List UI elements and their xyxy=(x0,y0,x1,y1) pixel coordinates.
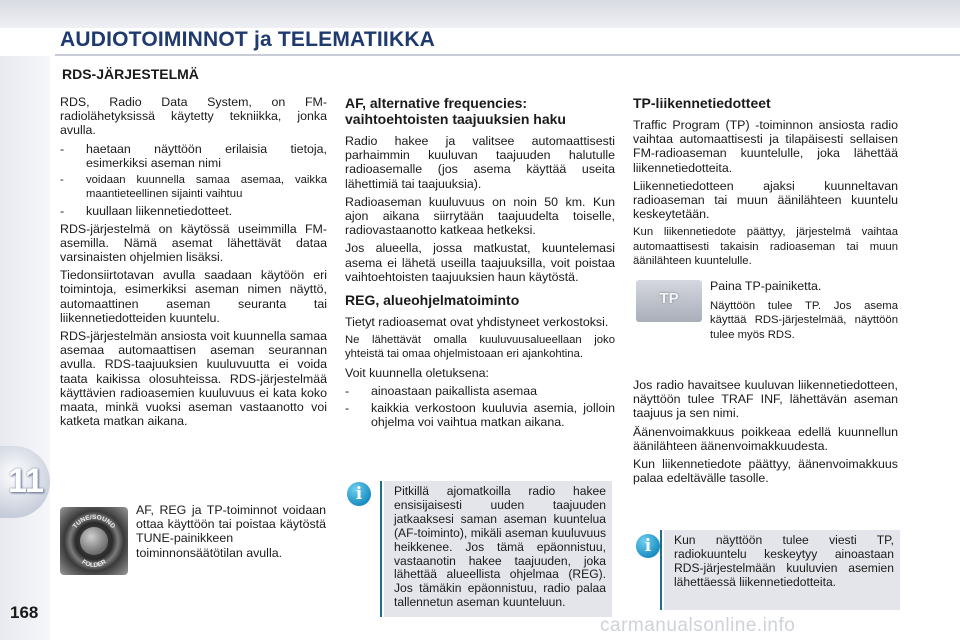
paragraph: RDS-järjestelmä on käytössä useimmilla FM-asemilla. Nämä asemat lähettävät dataa varsinaisten ohjelmien lisäksi. xyxy=(60,221,327,265)
knob-label-top: TUNE/SOUND xyxy=(71,513,117,531)
page-number: 168 xyxy=(10,603,39,622)
page-header-title: AUDIOTOIMINNOT ja TELEMATIIKKA xyxy=(60,28,436,51)
knob-center xyxy=(80,527,108,555)
info-text: Kun näyttöön tulee viesti TP, radiokuuntelu keskeytyy ainoastaan RDS-järjestelmään kuuluvien asemien lähettäessä liikennetiedotteita. xyxy=(674,533,894,589)
paragraph: Jos radio havaitsee kuuluvan liikennetiedotteen, näyttöön tulee TRAF INF, lähettävän aseman taajuus ja sen nimi. xyxy=(633,378,898,421)
paragraph: Kun liikennetiedote päättyy, järjestelmä vaihtaa automaattisesti takaisin radioaseman tai muun äänilähteen kuuntelulle. xyxy=(633,226,898,267)
info-icon: i xyxy=(347,482,371,506)
tp-instructions xyxy=(710,279,898,342)
column-rds xyxy=(60,95,327,432)
info-box-af-reg xyxy=(380,481,612,617)
info-text: Pitkillä ajomatkoilla radio hakee ensisijaisesti uuden taajuuden jatkaaksesi saman aseman kuuntelua (AF-toiminto), mikäli aseman kuuluvuus heikkenee. Jos tämä epäonnistuu, vastaanotin hakee taajuuden, joka lähettää alueellista ohjelmaa (REG). Jos tämäkin epäonnistuu, radio palaa tallennetun aseman kuunteluun. xyxy=(394,484,606,610)
svg-text:FOLDER xyxy=(80,558,107,569)
paragraph: RDS, Radio Data System, on FM-radiolähetyksissä käytetty tekniikka, jonka avulla. xyxy=(60,95,327,138)
knob-label-bottom: FOLDER xyxy=(80,558,108,570)
header-divider xyxy=(55,54,960,56)
heading-reg: REG, alueohjelmatoiminto xyxy=(345,292,520,309)
paragraph: Traffic Program (TP) -toiminnon ansiosta radio vaihtaa automaattisesti ja tilapäisesti sellaisen FM-radioaseman kuuntelulle, joka lähettää liikennetiedotteita. xyxy=(633,118,898,175)
column-tp xyxy=(633,95,898,272)
watermark: carmanualsonline.info xyxy=(600,615,796,636)
paragraph: Ne lähettävät omalla kuuluvuusalueellaan joko yhteistä tai omaa ohjelmistoaan eri ajankohtina. xyxy=(345,334,615,361)
paragraph: Tietyt radioasemat ovat yhdistyneet verkostoksi. xyxy=(345,315,609,330)
paragraph: RDS-järjestelmän ansiosta voit kuunnella samaa asemaa automaattisen aseman seurannan avulla. RDS-taajuuksien kuuluvuutta ei voida taata kaikissa olosuhteissa. RDS-järjestelmää käyttävien radioasemien kuuluvuus ei kata koko maata, minkä vuoksi aseman vastaanotto voi katketa matkan aikana. xyxy=(60,329,327,429)
tp-button-label: TP xyxy=(659,290,679,307)
list-item: - ainoastaan paikallista asemaa xyxy=(345,383,538,398)
column-tp-lower xyxy=(633,378,898,489)
heading-tp: TP-liikennetiedotteet xyxy=(633,95,771,111)
side-band xyxy=(0,56,50,640)
list-item: - kuullaan liikennetiedotteet. xyxy=(60,204,233,219)
tp-display: Näyttöön tulee TP. Jos asema käyttää RDS-järjestelmää, näyttöön tulee myös RDS. xyxy=(710,300,898,341)
list-item: - haetaan näyttöön erilaisia tietoja, esimerkiksi aseman nimi xyxy=(60,141,327,170)
paragraph: Radioaseman kuuluvuus on noin 50 km. Kun ajon aikana siirrytään taajuudelta toiselle, radiovastaanotto katkeaa hetkeksi. xyxy=(345,194,615,238)
column-af-reg xyxy=(345,95,615,432)
paragraph: Jos alueella, jossa matkustat, kuuntelemasi asema ei lähetä useilla taajuuksilla, voit poistaa vaihtoehtoisten taajuuksien haun käytöstä. xyxy=(345,241,615,284)
tp-press: Paina TP-painiketta. xyxy=(710,279,822,293)
heading-af: AF, alternative frequencies: vaihtoehtoisten taajuuksien haku xyxy=(345,95,566,127)
chapter-number: 11 xyxy=(8,462,44,500)
paragraph: Radio hakee ja valitsee automaattisesti parhaimmin kuuluvan taajuuden halutulle radioasemalle (jos asema käyttää useita lähettimiä tai taajuuksia). xyxy=(345,134,615,191)
list-item: - kaikkia verkostoon kuuluvia asemia, jolloin ohjelma voi vaihtua matkan aikana. xyxy=(345,401,615,430)
paragraph: Voit kuunnella oletuksena: xyxy=(345,365,489,380)
list-item: - voidaan kuunnella samaa asemaa, vaikka maantieteellinen sijainti vaihtuu xyxy=(60,174,327,201)
paragraph: Tiedonsiirtotavan avulla saadaan käytöön eri toimintoja, esimerkiksi aseman nimen näyttö, automaattinen aseman seuranta tai liikennetiedotteiden kuuntelu. xyxy=(60,268,327,325)
header-bar xyxy=(0,0,960,28)
paragraph: Äänenvoimakkuus poikkeaa edellä kuunnellun äänilähteen äänenvoimakkuudesta. xyxy=(633,424,898,453)
section-title: RDS-JÄRJESTELMÄ xyxy=(62,66,199,82)
info-box-tp xyxy=(660,530,900,610)
info-icon: i xyxy=(636,534,660,558)
paragraph: Liikennetiedotteen ajaksi kuunneltavan radioaseman tai muun äänilähteen kuuntelu keskeytetään. xyxy=(633,178,898,222)
knob-description: AF, REG ja TP-toiminnot voidaan ottaa käyttöön tai poistaa käytöstä TUNE-painikkeen toiminnonsäätötilan avulla. xyxy=(136,503,326,560)
paragraph: Kun liikennetiedote päättyy, äänenvoimakkuus palaa edeltävälle tasolle. xyxy=(633,457,898,486)
